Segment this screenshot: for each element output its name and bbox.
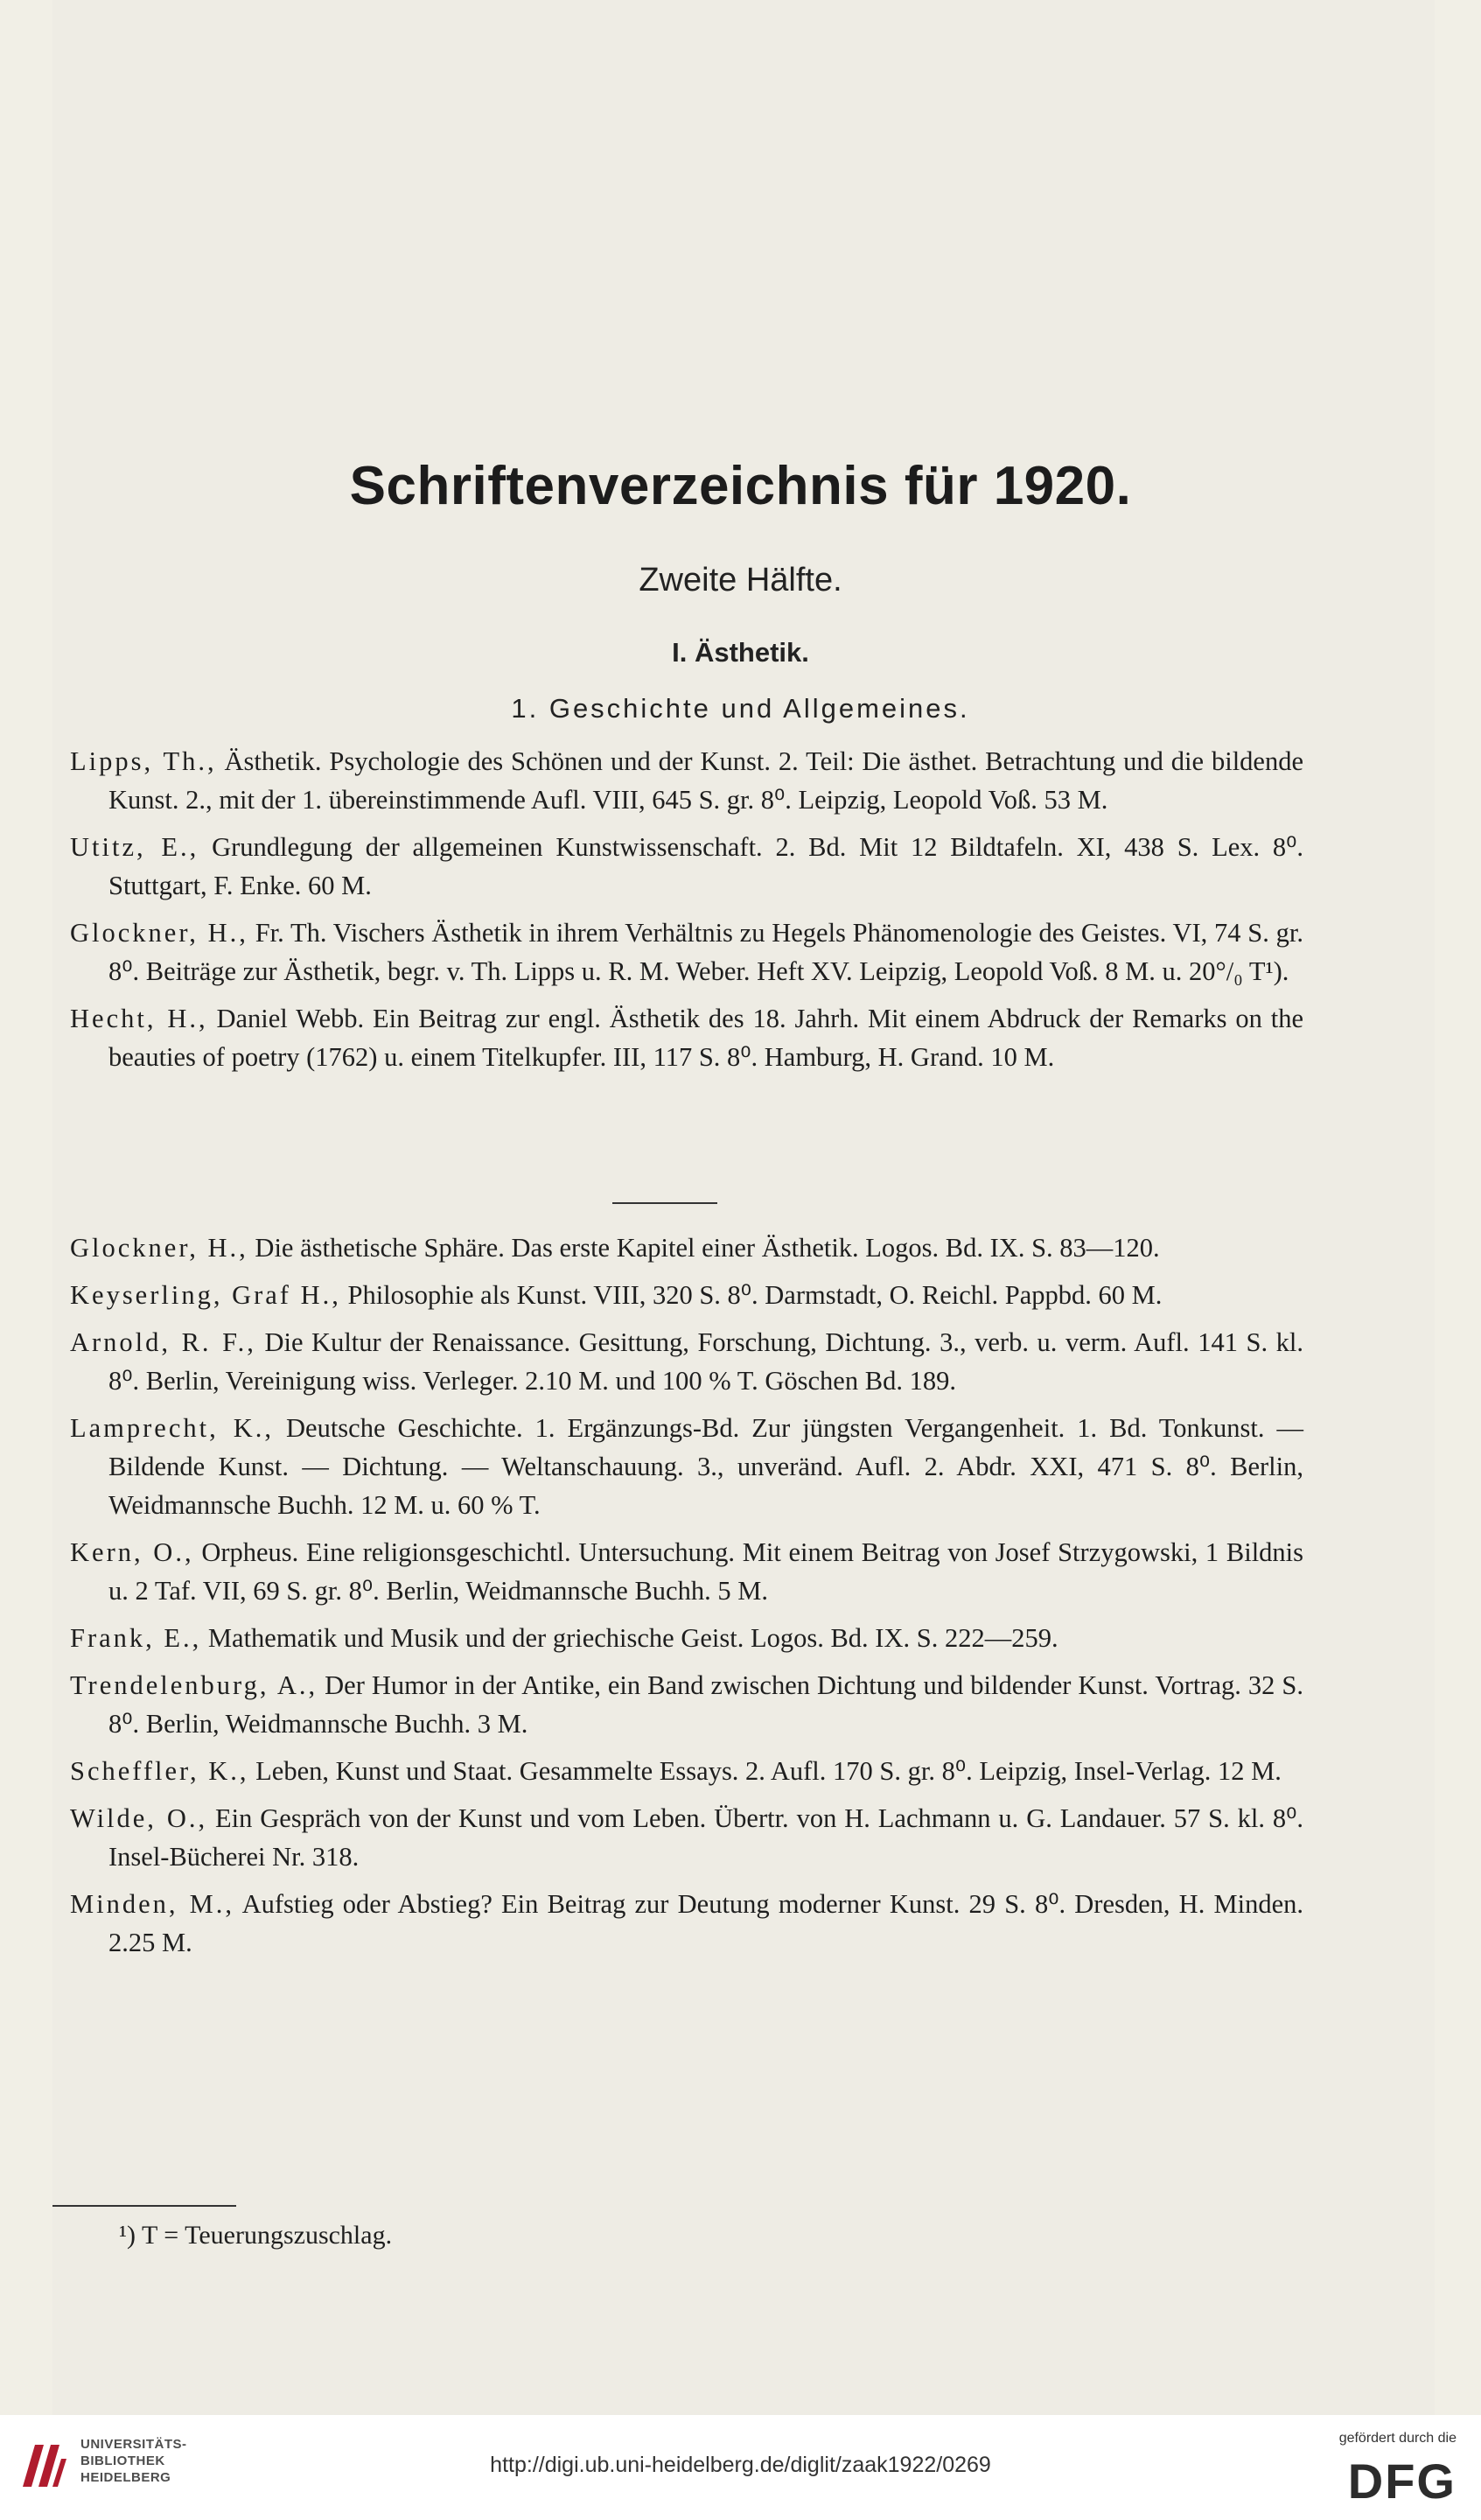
dfg-logo[interactable]: DFG (1347, 2454, 1457, 2509)
dfg-caption: gefördert durch die (1338, 2431, 1457, 2446)
entry-text: Ästhetik. Psychologie des Schönen und der Kunst. 2. Teil: Die ästhet. Betrachtung und die bildende Kunst. 2., mit der 1. übereinstimmende Aufl. VIII, 645 S. gr. 8⁰. Leipzig, Leopold Voß. 53 M. (108, 746, 1304, 815)
entry-author: Lamprecht, K., (70, 1413, 274, 1443)
entry-author: Glockner, H., (70, 918, 248, 948)
entry-text: Aufstieg oder Abstieg? Ein Beitrag zur Deutung moderner Kunst. 29 S. 8⁰. Dresden, H. Minden. 2.25 M. (108, 1889, 1304, 1957)
entry-author: Minden, M., (70, 1889, 235, 1919)
entry-text: Philosophie als Kunst. VIII, 320 S. 8⁰. Darmstadt, O. Reichl. Pappbd. 60 M. (347, 1280, 1163, 1310)
library-name-line1: UNIVERSITÄTS- (80, 2437, 187, 2452)
entry-text: Daniel Webb. Ein Beitrag zur engl. Ästhetik des 18. Jahrh. Mit einem Abdruck der Remarks on the beauties of poetry (1762) u. einem Titelkupfer. III, 117 S. 8⁰. Hamburg, H. Grand. 10 M. (108, 1004, 1303, 1072)
bibliography-entry (70, 828, 1303, 905)
entry-author: Wilde, O., (70, 1803, 208, 1833)
section-separator (612, 1202, 717, 1204)
bibliography-entry (70, 1619, 1303, 1657)
entry-author: Glockner, H., (70, 1233, 248, 1263)
bibliography-entry (70, 1752, 1303, 1790)
entry-author: Trendelenburg, A., (70, 1670, 318, 1700)
bibliography-entry (70, 1228, 1303, 1267)
entry-text: Orpheus. Eine religionsgeschichtl. Untersuchung. Mit einem Beitrag von Josef Strzygowski, 1 Bildnis u. 2 Taf. VII, 69 S. gr. 8⁰. Berlin, Weidmannsche Buchh. 5 M. (108, 1537, 1304, 1606)
bibliography-entry (70, 1885, 1303, 1962)
section-heading: I. Ästhetik. (672, 637, 809, 668)
library-name-line2: BIBLIOTHEK (80, 2454, 165, 2468)
entry-text: Fr. Th. Vischers Ästhetik in ihrem Verhältnis zu Hegels Phänomenologie des Geistes. VI, 74 S. gr. 8⁰. Beiträge zur Ästhetik, begr. v. Th. Lipps u. R. M. Weber. Heft XV. Leipzig, Leopold Voß. 8 M. u. 20°/₀ T¹). (108, 918, 1303, 986)
footnote-rule (52, 2205, 236, 2207)
page-subtitle: Zweite Hälfte. (639, 562, 842, 598)
entry-author: Arnold, R. F., (70, 1327, 256, 1357)
bibliography-entry (70, 1323, 1303, 1400)
entry-author: Lipps, Th., (70, 746, 217, 776)
entry-text: Deutsche Geschichte. 1. Ergänzungs-Bd. Zur jüngsten Vergangenheit. 1. Bd. Tonkunst. — Bildende Kunst. — Dichtung. — Weltanschauung. 3., unveränd. Aufl. 2. Abdr. XXI, 471 S. 8⁰. Berlin, Weidmannsche Buchh. 12 M. u. 60 % T. (108, 1413, 1304, 1520)
entry-text: Mathematik und Musik und der griechische Geist. Logos. Bd. IX. S. 222—259. (207, 1623, 1058, 1653)
bibliography-list-1 (70, 742, 1303, 1085)
entry-author: Kern, O., (70, 1537, 194, 1567)
entry-author: Keyserling, Graf H., (70, 1280, 341, 1310)
bibliography-entry (70, 1666, 1303, 1743)
entry-author: Utitz, E., (70, 832, 199, 862)
entry-author: Scheffler, K., (70, 1756, 249, 1786)
bibliography-entry (70, 742, 1303, 819)
entry-author: Frank, E., (70, 1623, 202, 1653)
bibliography-entry (70, 1533, 1303, 1610)
page-title: Schriftenverzeichnis für 1920. (349, 456, 1132, 516)
entry-text: Ein Gespräch von der Kunst und vom Leben. Übertr. von H. Lachmann u. G. Landauer. 57 S. kl. 8⁰. Insel-Bücherei Nr. 318. (108, 1803, 1304, 1872)
bibliography-entry (70, 1409, 1303, 1524)
bibliography-list-2 (70, 1228, 1303, 1970)
subsection-heading: 1. Geschichte und Allgemeines. (511, 693, 970, 724)
entry-text: Der Humor in der Antike, ein Band zwischen Dichtung und bildender Kunst. Vortrag. 32 S. 8⁰. Berlin, Weidmannsche Buchh. 3 M. (108, 1670, 1303, 1739)
bibliography-entry (70, 1276, 1303, 1314)
bibliography-entry (70, 914, 1303, 990)
book-page (52, 0, 1435, 2415)
entry-text: Grundlegung der allgemeinen Kunstwissenschaft. 2. Bd. Mit 12 Bildtafeln. XI, 438 S. Lex. 8⁰. Stuttgart, F. Enke. 60 M. (108, 832, 1304, 900)
permalink-url[interactable]: http://digi.ub.uni-heidelberg.de/diglit/zaak1922/0269 (490, 2453, 991, 2477)
bibliography-entry (70, 1799, 1303, 1876)
footnote: ¹) T = Teuerungszuschlag. (119, 2221, 393, 2250)
entry-text: Die Kultur der Renaissance. Gesittung, Forschung, Dichtung. 3., verb. u. verm. Aufl. 141 S. kl. 8⁰. Berlin, Vereinigung wiss. Verleger. 2.10 M. und 100 % T. Göschen Bd. 189. (108, 1327, 1303, 1396)
bibliography-entry (70, 999, 1303, 1076)
entry-text: Leben, Kunst und Staat. Gesammelte Essays. 2. Aufl. 170 S. gr. 8⁰. Leipzig, Insel-Verlag. 12 M. (255, 1756, 1282, 1786)
entry-text: Die ästhetische Sphäre. Das erste Kapitel einer Ästhetik. Logos. Bd. IX. S. 83—120. (255, 1233, 1160, 1263)
entry-author: Hecht, H., (70, 1004, 208, 1033)
library-name-line3: HEIDELBERG (80, 2470, 171, 2485)
